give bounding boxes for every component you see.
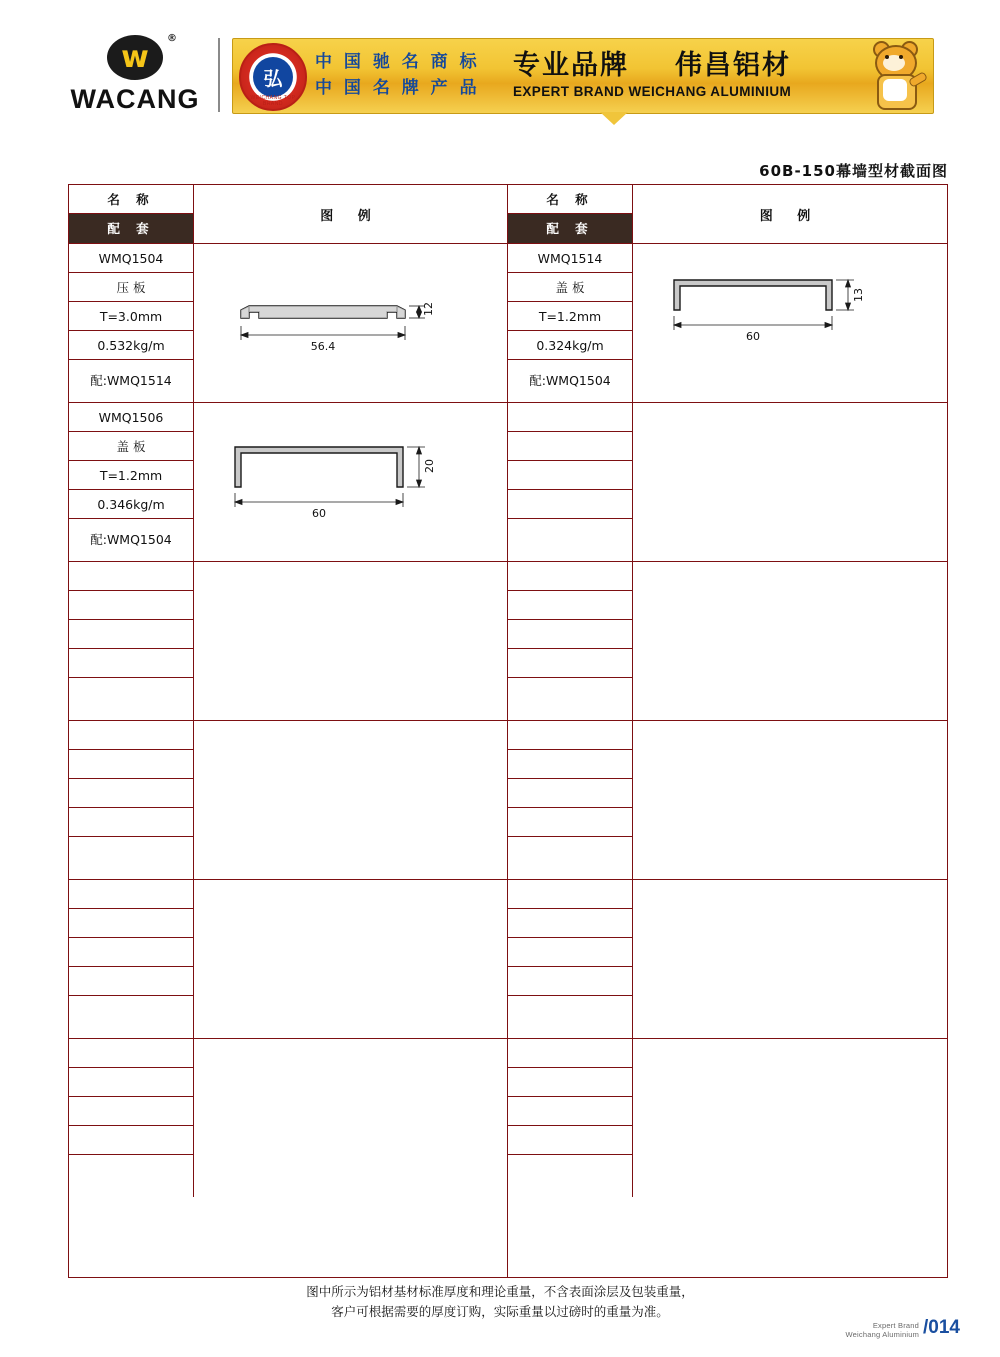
award-banner xyxy=(232,38,934,114)
profile-weight xyxy=(69,808,193,837)
row-name-col xyxy=(69,880,194,1038)
banner-en: EXPERT BRAND WEICHANG ALUMINIUM xyxy=(513,84,792,99)
row-name-col xyxy=(508,880,633,1038)
profile-code xyxy=(69,1039,193,1068)
header-name-label: 名 称 xyxy=(69,185,193,214)
profile-drawing xyxy=(194,403,507,561)
profile-code: WMQ1506 xyxy=(69,403,193,432)
profile-match xyxy=(508,996,632,1038)
profile-thickness xyxy=(69,620,193,649)
row-figure-col xyxy=(633,403,947,561)
header-match-label: 配 套 xyxy=(69,214,193,243)
profile-thickness xyxy=(69,1097,193,1126)
registered-icon: ® xyxy=(167,33,177,44)
dim-height-label: 20 xyxy=(422,459,436,473)
award-line-2: 中 国 名 牌 产 品 xyxy=(315,78,480,98)
table-row xyxy=(69,721,507,880)
table-row xyxy=(69,562,507,721)
profile-table xyxy=(68,184,948,1278)
brand-logo xyxy=(60,35,210,115)
header-divider xyxy=(218,38,220,112)
dim-width-label: 60 xyxy=(746,330,760,343)
footer-note xyxy=(0,1282,1000,1322)
profile-thickness xyxy=(508,461,632,490)
table-right-column xyxy=(508,185,947,1277)
table-header-row xyxy=(69,185,507,244)
table-row xyxy=(508,244,947,403)
table-row xyxy=(69,244,507,403)
header-figure-col xyxy=(194,185,507,243)
profile-code xyxy=(69,880,193,909)
profile-thickness xyxy=(69,779,193,808)
profile-thickness xyxy=(508,1097,632,1126)
profile-type xyxy=(69,1068,193,1097)
tiger-mascot-icon xyxy=(863,41,929,111)
press-plate-section-icon xyxy=(201,244,501,404)
page-title: 60B-150幕墙型材截面图 xyxy=(759,162,948,180)
mascot-eye-left xyxy=(885,55,889,59)
table-row xyxy=(69,403,507,562)
profile-weight: 0.346kg/m xyxy=(69,490,193,519)
table-row xyxy=(508,880,947,1039)
row-figure-col xyxy=(633,562,947,720)
row-name-col xyxy=(508,403,633,561)
profile-thickness xyxy=(508,938,632,967)
page-mark-en xyxy=(846,1321,920,1339)
header-name-col xyxy=(508,185,633,243)
page-mark xyxy=(846,1317,960,1339)
footer-note-line-2: 客户可根据需要的厚度订购，实际重量以过磅时的重量为准。 xyxy=(331,1304,669,1319)
profile-code xyxy=(69,721,193,750)
profile-type xyxy=(69,591,193,620)
footer-note-line-1: 图中所示为铝材基材标准厚度和理论重量，不含表面涂层及包装重量， xyxy=(306,1284,694,1299)
row-figure-col xyxy=(194,880,507,1038)
row-name-col xyxy=(69,244,194,402)
row-name-col xyxy=(69,562,194,720)
profile-code xyxy=(508,562,632,591)
profile-match xyxy=(69,996,193,1038)
row-figure-col xyxy=(633,721,947,879)
profile-match: 配:WMQ1504 xyxy=(90,532,172,547)
seal-glyph: 弘 xyxy=(253,57,293,97)
profile-type: 压 板 xyxy=(69,273,193,302)
row-figure-col xyxy=(633,1039,947,1197)
table-row xyxy=(69,1039,507,1197)
profile-match xyxy=(69,1155,193,1197)
banner-cn-2: 伟昌铝材 xyxy=(675,50,791,81)
profile-weight xyxy=(508,1126,632,1155)
profile-weight xyxy=(69,649,193,678)
logo-letter: w xyxy=(121,40,149,75)
banner-cn-1: 专业品牌 xyxy=(513,50,629,81)
dim-height-label: 13 xyxy=(852,288,865,302)
page-header xyxy=(0,0,1000,130)
profile-weight: 0.532kg/m xyxy=(69,331,193,360)
profile-thickness xyxy=(508,779,632,808)
row-name-col xyxy=(69,721,194,879)
mascot-eye-right xyxy=(899,55,903,59)
profile-code xyxy=(69,562,193,591)
profile-drawing xyxy=(194,244,507,402)
profile-match xyxy=(508,678,632,720)
wacang-mark-icon xyxy=(107,33,177,80)
profile-match xyxy=(508,837,632,879)
profile-type xyxy=(508,909,632,938)
profile-type xyxy=(69,750,193,779)
profile-code: WMQ1504 xyxy=(69,244,193,273)
profile-type: 盖 板 xyxy=(508,273,632,302)
profile-weight xyxy=(508,967,632,996)
seal-text: WEICHANG TOP BRAND xyxy=(250,95,296,107)
row-figure-col xyxy=(633,880,947,1038)
banner-notch xyxy=(600,112,628,125)
profile-thickness: T=1.2mm xyxy=(508,302,632,331)
profile-type: 盖 板 xyxy=(69,432,193,461)
table-row xyxy=(508,562,947,721)
header-figure-label: 图 例 xyxy=(759,208,821,224)
table-row xyxy=(69,880,507,1039)
profile-type xyxy=(508,432,632,461)
profile-type xyxy=(508,750,632,779)
profile-type xyxy=(508,591,632,620)
profile-match xyxy=(69,837,193,879)
page-number: /014 xyxy=(923,1317,960,1338)
profile-weight xyxy=(508,649,632,678)
mascot-belly xyxy=(883,79,907,101)
profile-code xyxy=(508,403,632,432)
profile-code: WMQ1514 xyxy=(508,244,632,273)
profile-weight xyxy=(69,967,193,996)
row-figure-col xyxy=(194,244,507,402)
profile-code xyxy=(508,880,632,909)
dim-width-label: 56.4 xyxy=(310,340,335,353)
profile-match: 配:WMQ1514 xyxy=(90,373,172,388)
profile-thickness xyxy=(508,620,632,649)
dim-width-label: 60 xyxy=(311,507,326,520)
table-row xyxy=(508,403,947,562)
row-figure-col xyxy=(194,721,507,879)
award-line-1: 中 国 驰 名 商 标 xyxy=(315,52,480,72)
cover-plate-20-section-icon xyxy=(201,403,501,563)
row-name-col xyxy=(69,403,194,561)
profile-thickness xyxy=(69,938,193,967)
header-name-label: 名 称 xyxy=(508,185,632,214)
row-name-col xyxy=(508,1039,633,1197)
profile-weight xyxy=(508,808,632,837)
row-figure-col xyxy=(633,244,947,402)
header-name-col xyxy=(69,185,194,243)
table-row xyxy=(508,1039,947,1197)
dim-height-label: 12 xyxy=(421,302,435,316)
row-figure-col xyxy=(194,1039,507,1197)
row-figure-col xyxy=(194,403,507,561)
profile-code xyxy=(508,721,632,750)
profile-thickness: T=1.2mm xyxy=(69,461,193,490)
header-figure-col xyxy=(633,185,947,243)
page-mark-en-line-1: Expert Brand xyxy=(872,1321,920,1330)
profile-weight xyxy=(508,490,632,519)
header-figure-label: 图 例 xyxy=(320,208,381,224)
table-row xyxy=(508,721,947,880)
profile-weight: 0.324kg/m xyxy=(508,331,632,360)
row-name-col xyxy=(69,1039,194,1197)
profile-drawing xyxy=(633,244,947,402)
profile-weight xyxy=(69,1126,193,1155)
page-mark-en-line-2: Weichang Aluminium xyxy=(845,1330,920,1339)
cover-plate-13-section-icon xyxy=(640,244,940,404)
profile-thickness: T=3.0mm xyxy=(69,302,193,331)
row-name-col xyxy=(508,721,633,879)
header-match-label: 配 套 xyxy=(508,214,632,243)
profile-code xyxy=(508,1039,632,1068)
profile-type xyxy=(69,909,193,938)
profile-match xyxy=(508,519,632,561)
brand-name: WACANG xyxy=(70,84,200,114)
award-cn-lines xyxy=(315,49,505,101)
profile-match xyxy=(69,678,193,720)
table-header-row xyxy=(508,185,947,244)
award-seal-icon xyxy=(239,43,307,111)
table-left-column xyxy=(69,185,508,1277)
row-name-col xyxy=(508,562,633,720)
row-figure-col xyxy=(194,562,507,720)
profile-match: 配:WMQ1504 xyxy=(529,373,611,388)
banner-main-text xyxy=(513,43,873,99)
profile-match xyxy=(508,1155,632,1197)
row-name-col xyxy=(508,244,633,402)
profile-type xyxy=(508,1068,632,1097)
